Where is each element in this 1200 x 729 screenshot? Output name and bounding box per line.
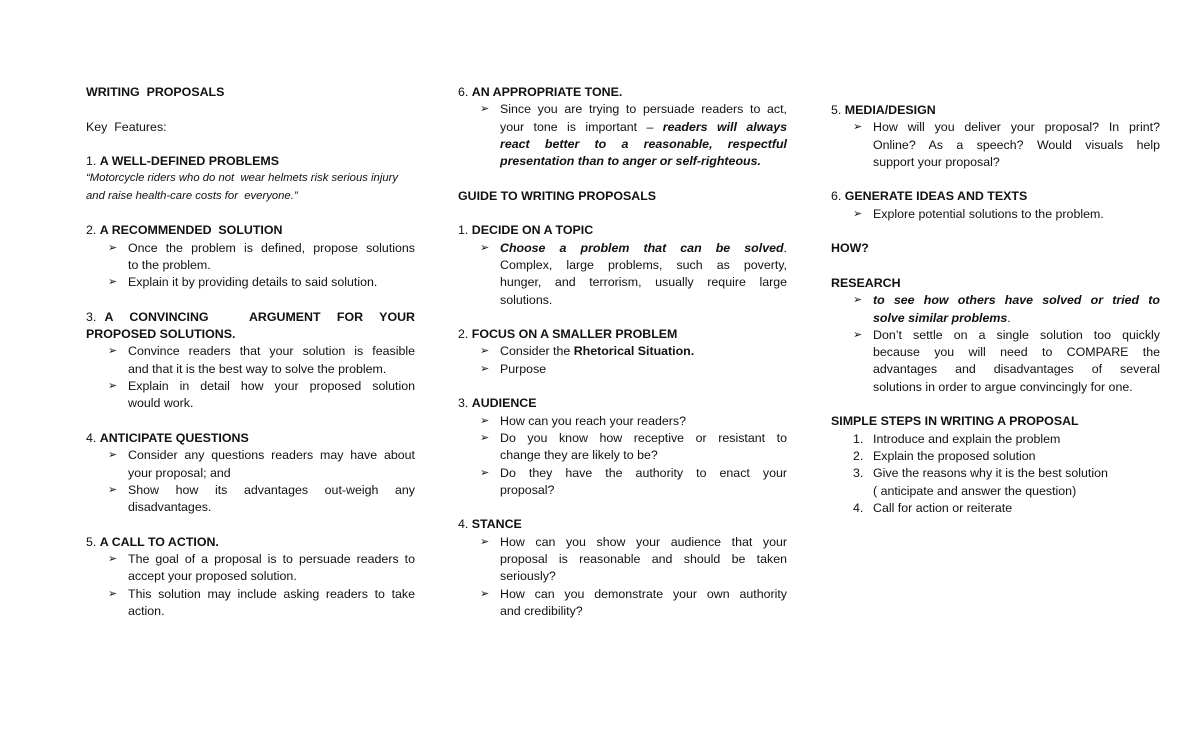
arrow-bullet-icon: ➢ — [108, 276, 118, 289]
arrow-bullet-icon: ➢ — [108, 241, 118, 254]
arrow-bullet-icon: ➢ — [480, 431, 490, 444]
section-heading: 1. DECIDE ON A TOPIC — [458, 223, 594, 238]
arrow-bullet-icon: ➢ — [480, 414, 490, 427]
section-heading: 5. MEDIA/DESIGN — [831, 103, 936, 117]
bullet-item: ➢ Show how its advantages out-weigh any disadvantages. — [108, 482, 415, 515]
arrow-bullet-icon: ➢ — [480, 466, 490, 479]
arrow-bullet-icon: ➢ — [853, 328, 863, 341]
bullet-item: ➢ Choose a problem that can be solved. Complex, large problems, such as poverty, hunger, and terrorism, usually require large solutions. — [480, 240, 787, 307]
step-item-continued: ( anticipate and answer the question) — [873, 483, 1077, 498]
arrow-bullet-icon: ➢ — [480, 535, 490, 548]
bullet-item: ➢ Explain it by providing details to said solution. — [86, 274, 415, 291]
step-item: 4. Call for action or reiterate — [853, 500, 1013, 515]
bullet-item: ➢ Explore potential solutions to the problem. — [831, 206, 1160, 223]
arrow-bullet-icon: ➢ — [108, 449, 118, 462]
arrow-bullet-icon: ➢ — [108, 380, 118, 393]
arrow-bullet-icon: ➢ — [853, 121, 863, 134]
arrow-bullet-icon: ➢ — [480, 362, 490, 375]
bullet-item: ➢ How can you show your audience that your proposal is reasonable and should be taken seriously? — [480, 534, 787, 584]
section-heading-cont: PROPOSED SOLUTIONS. — [86, 327, 236, 342]
bullet-item: ➢ Convince readers that your solution is feasible and that it is the best way to solve the problem. — [108, 344, 415, 376]
arrow-bullet-icon: ➢ — [480, 103, 490, 116]
bullet-item: ➢ How can you reach your readers? — [458, 413, 787, 430]
arrow-bullet-icon: ➢ — [480, 241, 490, 254]
arrow-bullet-icon: ➢ — [108, 345, 118, 358]
section-heading: 3. AUDIENCE — [458, 396, 537, 411]
bullet-item: ➢ Consider any questions readers may have about your proposal; and — [108, 448, 415, 480]
step-item: 1. Introduce and explain the problem — [853, 431, 1061, 446]
arrow-bullet-icon: ➢ — [480, 345, 490, 358]
how-heading: HOW? — [831, 241, 869, 256]
section-heading: 4. ANTICIPATE QUESTIONS — [86, 430, 249, 445]
arrow-bullet-icon: ➢ — [480, 587, 490, 600]
section-heading: 3. A CONVINCING ARGUMENT FOR YOUR — [86, 309, 415, 324]
document-title: WRITING PROPOSALS — [86, 85, 225, 99]
bullet-item: ➢ This solution may include asking readers to take action. — [108, 586, 415, 618]
bullet-item: ➢ Since you are trying to persuade readers to act, your tone is important – readers will always react better to a reasonable, respectful presentation than to anger or self-righteous. — [480, 102, 787, 169]
bullet-item: ➢ Do you know how receptive or resistant to change they are likely to be? — [480, 430, 787, 463]
bullet-item: ➢ Explain in detail how your proposed solution would work. — [108, 379, 415, 411]
section-heading: 2. A RECOMMENDED SOLUTION — [86, 223, 283, 238]
column-2 — [458, 84, 787, 620]
column-3 — [831, 102, 1160, 517]
section-heading: 4. STANCE — [458, 517, 522, 532]
guide-heading: GUIDE TO WRITING PROPOSALS — [458, 188, 657, 203]
bullet-item: ➢ Purpose — [458, 361, 787, 378]
bullet-item: ➢ Once the problem is defined, propose solutions to the problem. — [108, 240, 415, 272]
example-quote-line: and raise health-care costs for everyone.” — [86, 189, 298, 202]
bullet-item: ➢ to see how others have solved or tried to solve similar problems. — [853, 293, 1160, 325]
section-heading: 1. A WELL-DEFINED PROBLEMS — [86, 154, 279, 169]
bullet-item: ➢ Do they have the authority to enact your proposal? — [480, 465, 787, 497]
step-item: 3. Give the reasons why it is the best solution — [853, 466, 1108, 481]
bullet-item: ➢ How can you demonstrate your own authority and credibility? — [480, 586, 787, 618]
bullet-item: ➢ Consider the Rhetorical Situation. — [458, 343, 787, 360]
steps-heading: SIMPLE STEPS IN WRITING A PROPOSAL — [831, 414, 1079, 429]
section-heading: 2. FOCUS ON A SMALLER PROBLEM — [458, 327, 678, 342]
step-item: 2. Explain the proposed solution — [853, 448, 1036, 463]
arrow-bullet-icon: ➢ — [853, 294, 863, 307]
arrow-bullet-icon: ➢ — [853, 207, 863, 220]
example-quote-line: “Motorcycle riders who do not wear helmets risk serious injury — [86, 172, 399, 185]
key-features-label: Key Features: — [86, 119, 167, 134]
bullet-item: ➢ The goal of a proposal is to persuade readers to accept your proposed solution. — [108, 552, 415, 584]
section-heading: 6. GENERATE IDEAS AND TEXTS — [831, 189, 1028, 204]
bullet-item: ➢ How will you deliver your proposal? In print? Online? As a speech? Would visuals help support your proposal? — [853, 120, 1160, 169]
section-heading: 5. A CALL TO ACTION. — [86, 534, 219, 549]
arrow-bullet-icon: ➢ — [108, 483, 118, 496]
bullet-item: ➢ Don’t settle on a single solution too quickly because you will need to COMPARE the advantages and disadvantages of several solutions in order to argue convincingly for one. — [853, 327, 1160, 394]
column-1 — [86, 84, 415, 620]
arrow-bullet-icon: ➢ — [108, 553, 118, 566]
section-heading: 6. AN APPROPRIATE TONE. — [458, 85, 623, 99]
arrow-bullet-icon: ➢ — [108, 587, 118, 600]
research-heading: RESEARCH — [831, 275, 901, 290]
